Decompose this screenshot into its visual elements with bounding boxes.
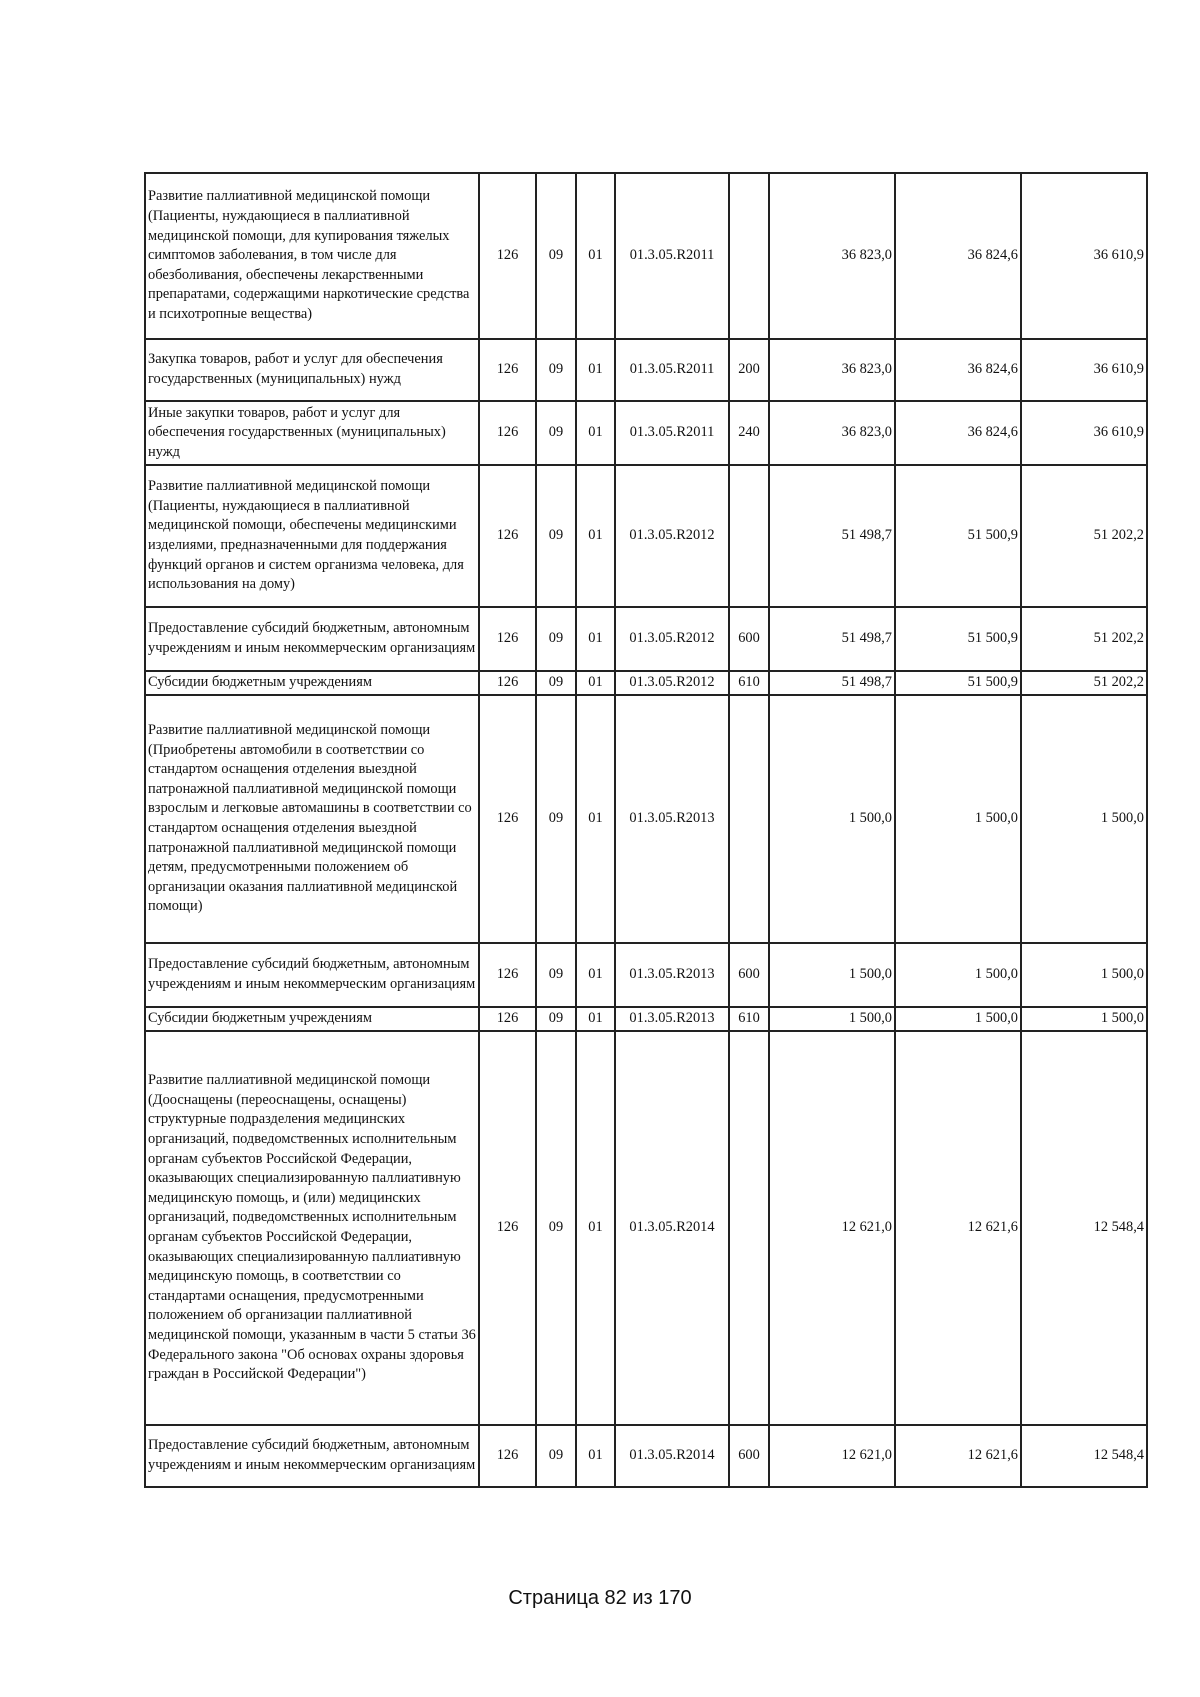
- target-item-code: 01.3.05.R2012: [615, 465, 729, 607]
- subsection-code: 01: [576, 671, 615, 695]
- amount-year-2: 1 500,0: [895, 1007, 1021, 1031]
- ved-code: 126: [479, 465, 536, 607]
- section-code: 09: [536, 1031, 576, 1425]
- amount-year-2: 51 500,9: [895, 671, 1021, 695]
- amount-year-1: 51 498,7: [769, 671, 895, 695]
- row-description: Предоставление субсидий бюджетным, автономным учреждениям и иным некоммерческим организациям: [145, 1425, 479, 1487]
- row-description: Предоставление субсидий бюджетным, автономным учреждениям и иным некоммерческим организациям: [145, 607, 479, 671]
- expense-type-code: 610: [729, 671, 769, 695]
- ved-code: 126: [479, 1425, 536, 1487]
- expense-type-code: [729, 173, 769, 339]
- amount-year-3: 1 500,0: [1021, 1007, 1147, 1031]
- target-item-code: 01.3.05.R2011: [615, 173, 729, 339]
- target-item-code: 01.3.05.R2014: [615, 1031, 729, 1425]
- subsection-code: 01: [576, 465, 615, 607]
- row-description: Развитие паллиативной медицинской помощи (Пациенты, нуждающиеся в паллиативной медицинской помощи, для купирования тяжелых симптомов заболевания, в том числе для обезболивания, обеспечены лекарственными препаратами, содержащими наркотические средства и психотропные вещества): [145, 173, 479, 339]
- amount-year-1: 12 621,0: [769, 1425, 895, 1487]
- expense-type-code: 610: [729, 1007, 769, 1031]
- table-row: [145, 695, 1147, 943]
- amount-year-1: 36 823,0: [769, 173, 895, 339]
- subsection-code: 01: [576, 1007, 615, 1031]
- row-description: Субсидии бюджетным учреждениям: [145, 671, 479, 695]
- section-code: 09: [536, 339, 576, 401]
- target-item-code: 01.3.05.R2014: [615, 1425, 729, 1487]
- table-row: [145, 465, 1147, 607]
- amount-year-1: 51 498,7: [769, 465, 895, 607]
- amount-year-2: 36 824,6: [895, 339, 1021, 401]
- subsection-code: 01: [576, 401, 615, 465]
- amount-year-3: 51 202,2: [1021, 465, 1147, 607]
- row-description: Предоставление субсидий бюджетным, автономным учреждениям и иным некоммерческим организациям: [145, 943, 479, 1007]
- section-code: 09: [536, 607, 576, 671]
- amount-year-3: 51 202,2: [1021, 607, 1147, 671]
- ved-code: 126: [479, 339, 536, 401]
- amount-year-2: 12 621,6: [895, 1031, 1021, 1425]
- section-code: 09: [536, 1007, 576, 1031]
- expense-type-code: 600: [729, 943, 769, 1007]
- expense-type-code: 600: [729, 607, 769, 671]
- ved-code: 126: [479, 401, 536, 465]
- section-code: 09: [536, 695, 576, 943]
- target-item-code: 01.3.05.R2011: [615, 339, 729, 401]
- target-item-code: 01.3.05.R2013: [615, 943, 729, 1007]
- subsection-code: 01: [576, 173, 615, 339]
- subsection-code: 01: [576, 943, 615, 1007]
- ved-code: 126: [479, 943, 536, 1007]
- subsection-code: 01: [576, 339, 615, 401]
- budget-table: [144, 172, 1148, 1488]
- section-code: 09: [536, 465, 576, 607]
- page-number: Страница 82 из 170: [508, 1587, 692, 1609]
- amount-year-2: 36 824,6: [895, 173, 1021, 339]
- table-row: [145, 339, 1147, 401]
- subsection-code: 01: [576, 607, 615, 671]
- amount-year-3: 36 610,9: [1021, 339, 1147, 401]
- target-item-code: 01.3.05.R2012: [615, 671, 729, 695]
- expense-type-code: 200: [729, 339, 769, 401]
- table-row: [145, 401, 1147, 465]
- ved-code: 126: [479, 173, 536, 339]
- ved-code: 126: [479, 1031, 536, 1425]
- table-row: [145, 943, 1147, 1007]
- amount-year-3: 12 548,4: [1021, 1425, 1147, 1487]
- row-description: Иные закупки товаров, работ и услуг для обеспечения государственных (муниципальных) нужд: [145, 401, 479, 465]
- row-description: Развитие паллиативной медицинской помощи (Пациенты, нуждающиеся в паллиативной медицинской помощи, обеспечены медицинскими изделиями, предназначенными для поддержания функций органов и систем организма человека, для использования на дому): [145, 465, 479, 607]
- amount-year-2: 51 500,9: [895, 465, 1021, 607]
- amount-year-1: 1 500,0: [769, 1007, 895, 1031]
- amount-year-3: 1 500,0: [1021, 943, 1147, 1007]
- table-row: [145, 1007, 1147, 1031]
- ved-code: 126: [479, 607, 536, 671]
- table-row: [145, 173, 1147, 339]
- amount-year-1: 36 823,0: [769, 401, 895, 465]
- expense-type-code: 240: [729, 401, 769, 465]
- table-row: [145, 1031, 1147, 1425]
- table-row: [145, 607, 1147, 671]
- amount-year-3: 12 548,4: [1021, 1031, 1147, 1425]
- amount-year-2: 1 500,0: [895, 695, 1021, 943]
- row-description: Закупка товаров, работ и услуг для обеспечения государственных (муниципальных) нужд: [145, 339, 479, 401]
- amount-year-3: 1 500,0: [1021, 695, 1147, 943]
- target-item-code: 01.3.05.R2013: [615, 1007, 729, 1031]
- expense-type-code: [729, 465, 769, 607]
- target-item-code: 01.3.05.R2011: [615, 401, 729, 465]
- row-description: Субсидии бюджетным учреждениям: [145, 1007, 479, 1031]
- target-item-code: 01.3.05.R2012: [615, 607, 729, 671]
- amount-year-2: 12 621,6: [895, 1425, 1021, 1487]
- row-description: Развитие паллиативной медицинской помощи (Приобретены автомобили в соответствии со стандартом оснащения отделения выездной патронажной паллиативной медицинской помощи взрослым и легковые автомашины в соответствии со стандартом оснащения отделения выездной патронажной паллиативной медицинской помощи детям, предусмотренными положением об организации оказания паллиативной медицинской помощи): [145, 695, 479, 943]
- amount-year-1: 12 621,0: [769, 1031, 895, 1425]
- table-body: [145, 173, 1147, 1487]
- amount-year-2: 1 500,0: [895, 943, 1021, 1007]
- subsection-code: 01: [576, 1031, 615, 1425]
- ved-code: 126: [479, 1007, 536, 1031]
- section-code: 09: [536, 173, 576, 339]
- expense-type-code: [729, 1031, 769, 1425]
- amount-year-3: 36 610,9: [1021, 401, 1147, 465]
- amount-year-1: 1 500,0: [769, 943, 895, 1007]
- amount-year-3: 36 610,9: [1021, 173, 1147, 339]
- amount-year-2: 51 500,9: [895, 607, 1021, 671]
- table-row: [145, 1425, 1147, 1487]
- section-code: 09: [536, 943, 576, 1007]
- target-item-code: 01.3.05.R2013: [615, 695, 729, 943]
- section-code: 09: [536, 1425, 576, 1487]
- amount-year-3: 51 202,2: [1021, 671, 1147, 695]
- row-description: Развитие паллиативной медицинской помощи (Дооснащены (переоснащены, оснащены) структурные подразделения медицинских организаций, подведомственных исполнительным органам субъектов Российской Федерации, оказывающих специализированную паллиативную медицинскую помощь, и (или) медицинских организаций, подведомственных исполнительным органам субъектов Российской Федерации, оказывающих специализированную паллиативную медицинскую помощь, в соответствии со стандартами оснащения, предусмотренными положением об организации паллиативной медицинской помощи, указанным в части 5 статьи 36 Федерального закона "Об основах охраны здоровья граждан в Российской Федерации"): [145, 1031, 479, 1425]
- amount-year-2: 36 824,6: [895, 401, 1021, 465]
- subsection-code: 01: [576, 695, 615, 943]
- amount-year-1: 1 500,0: [769, 695, 895, 943]
- expense-type-code: 600: [729, 1425, 769, 1487]
- section-code: 09: [536, 671, 576, 695]
- section-code: 09: [536, 401, 576, 465]
- table-row: [145, 671, 1147, 695]
- amount-year-1: 36 823,0: [769, 339, 895, 401]
- ved-code: 126: [479, 671, 536, 695]
- ved-code: 126: [479, 695, 536, 943]
- subsection-code: 01: [576, 1425, 615, 1487]
- expense-type-code: [729, 695, 769, 943]
- amount-year-1: 51 498,7: [769, 607, 895, 671]
